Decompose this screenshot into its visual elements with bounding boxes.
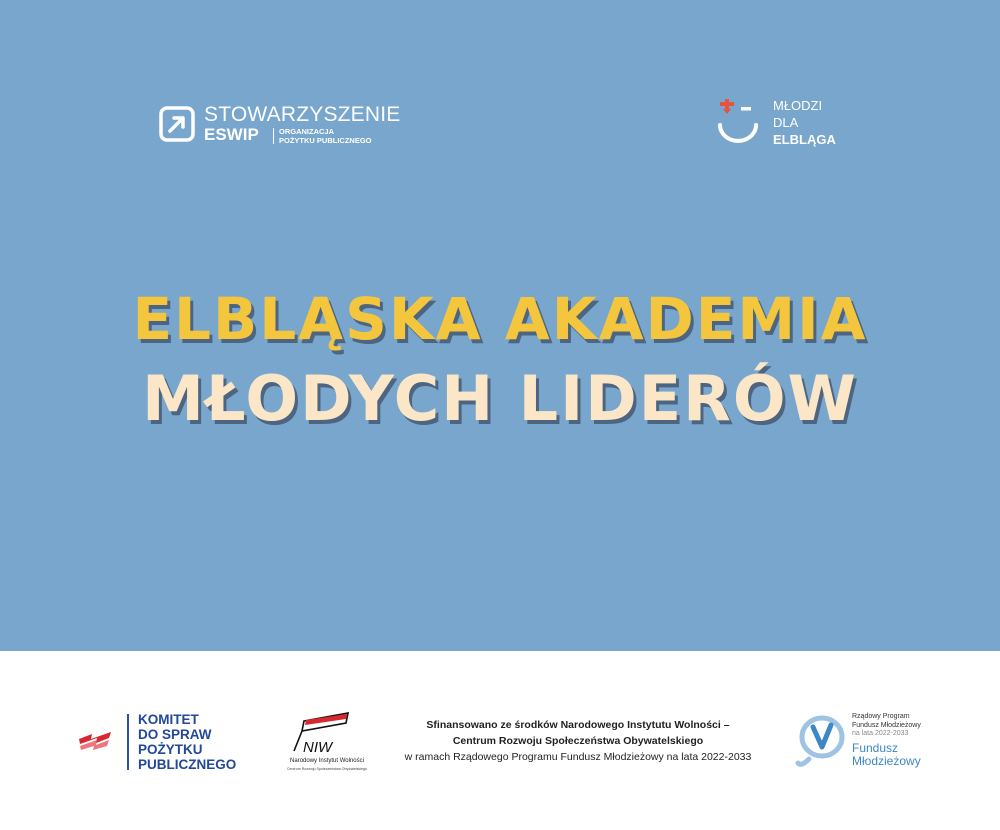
komitet-line1: KOMITET <box>138 712 199 727</box>
mde-line1: MŁODZI <box>773 98 823 113</box>
funding-line3: w ramach Rządowego Programu Fundusz Młodzieżowy na lata 2022-2033 <box>404 751 752 763</box>
fundusz-big2: Młodzieżowy <box>852 754 921 768</box>
eswip-tagline <box>279 127 372 145</box>
niw-mark-text: NIW <box>303 739 333 755</box>
headline-line2: MŁODYCH LIDERÓW <box>142 362 858 435</box>
fundusz-big1: Fundusz <box>852 741 899 755</box>
mde-line2: DLA <box>773 115 799 130</box>
funding-line2: Centrum Rozwoju Społeczeństwa Obywatelskiego <box>452 735 704 747</box>
eswip-tag-line1: ORGANIZACJA <box>279 127 335 136</box>
komitet-line2: DO SPRAW <box>138 727 212 742</box>
fundusz-v-icon <box>795 713 847 769</box>
fundusz-small2: Fundusz Młodzieżowy <box>852 721 921 729</box>
eswip-divider <box>273 128 274 144</box>
headline-line1: ELBLĄSKA AKADEMIA <box>132 285 868 353</box>
fundusz-small3: na lata 2022-2033 <box>852 730 909 737</box>
niw-subname: Centrum Rozwoju Społeczeństwa Obywatelskiego <box>286 767 368 771</box>
smile-cross-icon <box>716 98 764 144</box>
niw-logo-icon <box>290 711 354 755</box>
eswip-arrow-icon <box>159 106 195 142</box>
headline <box>0 280 1000 440</box>
mde-line3: ELBLĄGA <box>773 132 836 147</box>
komitet-line3: POŻYTKU <box>138 742 203 757</box>
eswip-title: STOWARZYSZENIE <box>204 103 401 126</box>
komitet-logo-text <box>138 712 236 772</box>
komitet-divider <box>127 714 129 770</box>
eswip-name: ESWIP <box>204 125 259 144</box>
sponsor-footer <box>0 651 1000 830</box>
funding-statement <box>388 717 768 765</box>
fundusz-name <box>852 742 921 768</box>
flag-icon <box>78 731 112 751</box>
niw-name: Narodowy Instytut Wolności <box>290 758 364 764</box>
mlodzi-dla-elblaga-logo <box>716 98 846 150</box>
fundusz-small1: Rządowy Program <box>852 713 910 720</box>
fundusz-program-text <box>852 713 921 739</box>
funding-line1: Sfinansowano ze środków Narodowego Instytutu Wolności – <box>426 719 730 731</box>
komitet-line4: PUBLICZNEGO <box>138 757 237 772</box>
eswip-tag-line2: POŻYTKU PUBLICZNEGO <box>279 136 372 145</box>
